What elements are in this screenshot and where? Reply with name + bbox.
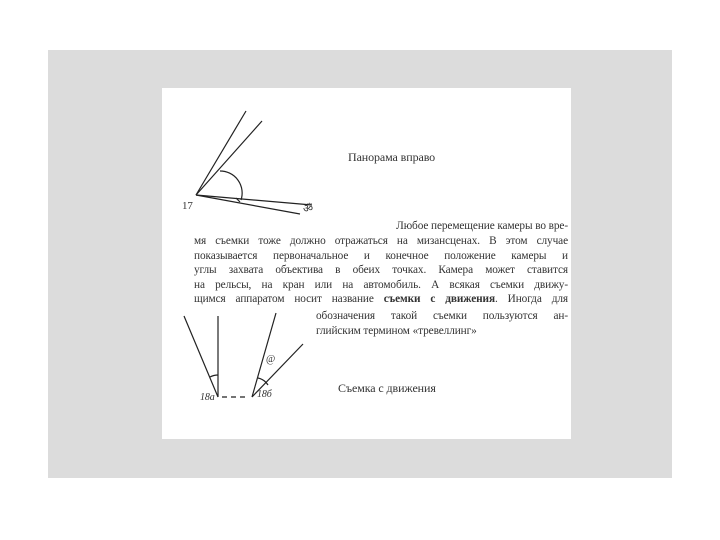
paragraph-line: обозначения такой съемки пользуются ан- (316, 310, 568, 322)
pan-point-label: 17 (182, 200, 193, 212)
paragraph-line: на рельсы, на кран или на автомобиль. А всякая съемки движу- (194, 279, 568, 291)
paragraph-line: мя съемки тоже должно отражаться на мизансценах. В этом случае (194, 235, 568, 247)
figure-caption: Съемка с движения (338, 381, 436, 395)
page-title: Панорама вправо (348, 150, 436, 164)
text-run: . Иногда для (494, 293, 568, 305)
paragraph-line (194, 293, 568, 305)
move-start-label: 18а (200, 392, 215, 403)
move-object-label: @ (266, 354, 276, 365)
paragraph-line: глийским термином «тревеллинг» (316, 325, 477, 337)
paragraph-line: показывается первоначальное и конечное положение камеры и (194, 250, 568, 262)
moving-shot-diagram (184, 313, 303, 397)
paragraph-line: Любое перемещение камеры во вре- (396, 220, 568, 232)
scanned-page (162, 88, 571, 439)
emphasized-term: съемки с движения (383, 293, 495, 305)
paragraph-line: углы захвата объектива в обеих точках. Камера может ставится (194, 264, 568, 276)
text-run: щимся аппаратом носит название (194, 293, 374, 305)
move-end-label: 18б (257, 389, 272, 400)
pan-object-label: ॐ (303, 203, 313, 215)
pan-right-diagram (196, 111, 312, 214)
